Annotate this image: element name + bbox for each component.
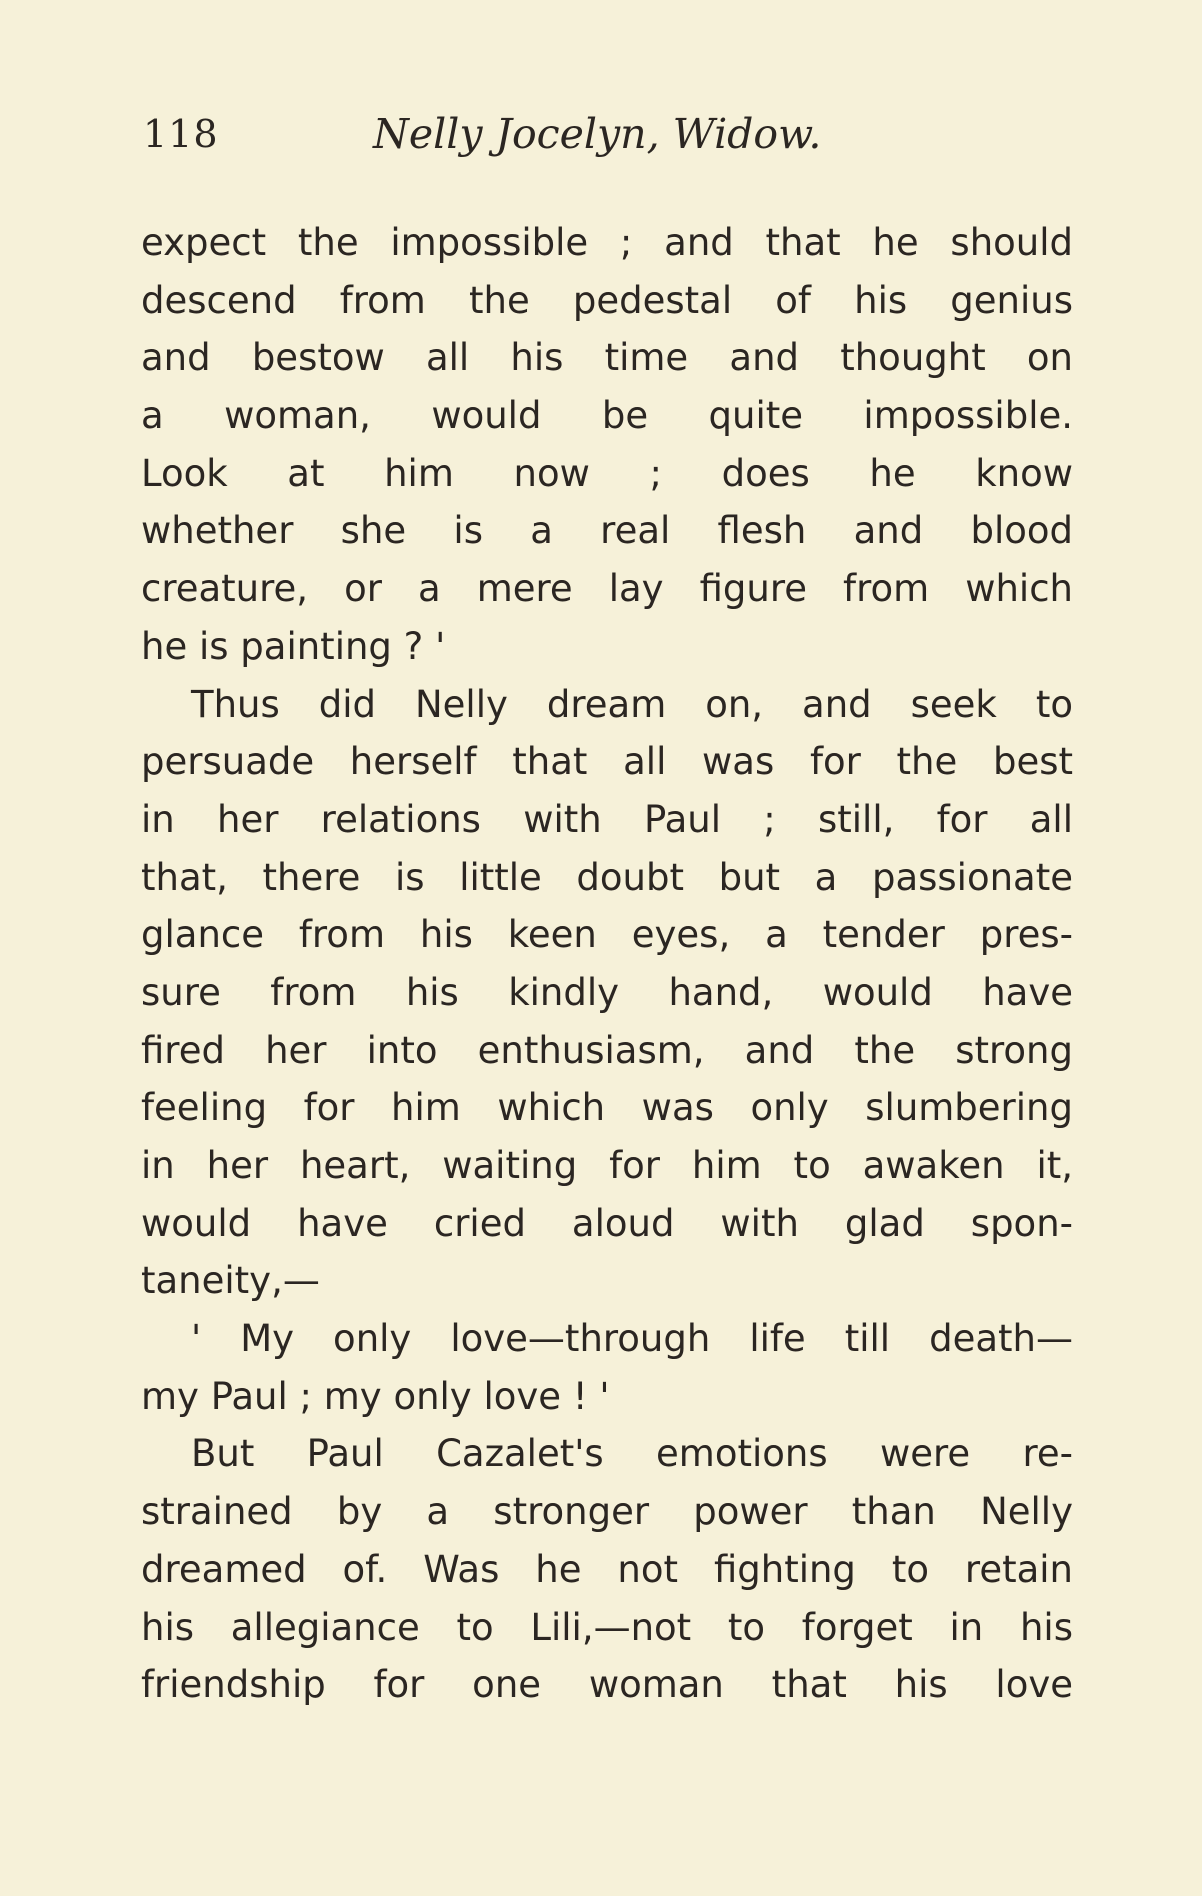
text-line: taneity,— [141,1259,320,1303]
text-line: Thus did Nelly dream on, and seek to [191,682,1073,726]
text-line: my Paul ; my only love ! ' [141,1374,610,1418]
text-line: a woman, would be quite impossible. [141,394,1073,438]
text-line: friendship for one woman that his love [141,1663,1073,1707]
text-line: in her relations with Paul ; still, for all [141,797,1073,841]
page-number: 118 [143,112,219,156]
text-line: fired her into enthusiasm, and the strong [141,1028,1073,1072]
text-line: dreamed of. Was he not fighting to retain [141,1547,1073,1591]
text-line: descend from the pedestal of his genius [141,278,1073,322]
text-line: his allegiance to Lili,—not to forget in his [141,1605,1073,1649]
page-header [143,112,943,174]
text-line: whether she is a real flesh and blood [141,509,1073,553]
text-line: creature, or a mere lay figure from which [141,567,1073,611]
text-line: and bestow all his time and thought on [141,336,1073,380]
text-line: that, there is little doubt but a passionate [141,855,1073,899]
text-line: Look at him now ; does he know [141,451,1073,495]
text-line: would have cried aloud with glad spon- [141,1201,1073,1245]
text-line: glance from his keen eyes, a tender pres- [141,913,1073,957]
text-line: feeling for him which was only slumbering [141,1086,1073,1130]
text-line: persuade herself that all was for the best [141,740,1073,784]
body-text [141,214,1073,1714]
text-line: expect the impossible ; and that he should [141,221,1073,264]
text-line: But Paul Cazalet's emotions were re- [191,1432,1073,1476]
text-line: strained by a stronger power than Nelly [141,1490,1073,1534]
text-line: in her heart, waiting for him to awaken it, [141,1144,1073,1187]
text-line: ' My only love—through life till death— [191,1317,1073,1361]
running-title: Nelly Jocelyn, Widow. [373,110,822,158]
text-line: sure from his kindly hand, would have [141,970,1073,1014]
text-line: he is painting ? ' [141,624,446,668]
